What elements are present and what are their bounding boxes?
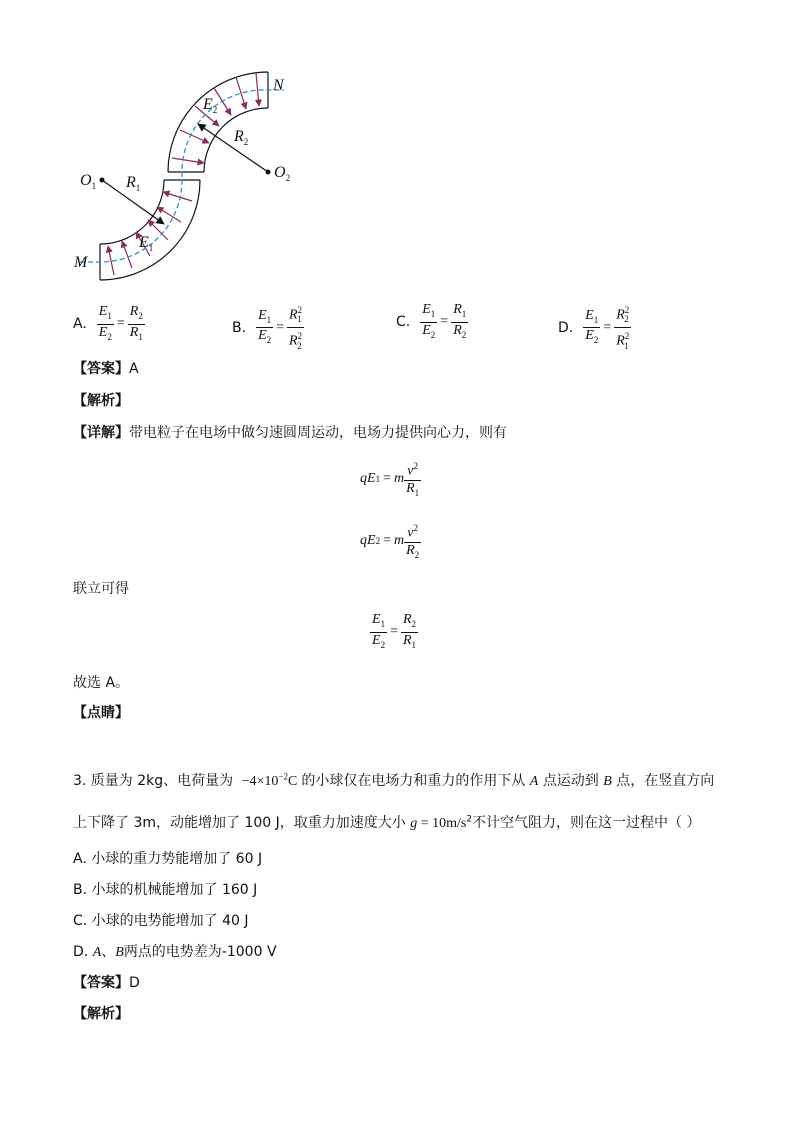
label-e2: $E_2$ — [203, 96, 218, 116]
q3-stem-line1: 3. 质量为 2kg、电荷量为 $-4\times 10^{-2}C$ 的小球仅在电场力和重力的作用下从 A 点运动到 B 点，在竖直方向 — [73, 771, 715, 789]
option-c: C. $\frac{E_1}{E_2}$ = $\frac{R_1}{R_2}$ — [396, 302, 467, 340]
option-b: B. $\frac{E_1}{E_2}$ = $\frac{R^2_1}{R^2_2}$ — [232, 302, 304, 354]
q3-answer: 【答案】D — [73, 975, 140, 991]
center-o2-dot — [266, 170, 271, 175]
q2-detail: 【详解】带电粒子在电场中做匀速圆周运动，电场力提供向心力，则有 — [73, 425, 507, 441]
label-r1: $R_1$ — [126, 174, 141, 194]
option-a: A. $\frac{E_1}{E_2}$ = $\frac{R_2}{R_1}$ — [73, 304, 143, 342]
q2-analysis-tag: 【解析】 — [73, 393, 129, 409]
label-o1: $O_1$ — [80, 172, 97, 192]
q3-analysis-tag: 【解析】 — [73, 1006, 129, 1022]
label-m: M — [74, 254, 88, 271]
q2-combine: 联立可得 — [73, 581, 129, 597]
q3-option-b: B. 小球的机械能增加了 160 J — [73, 882, 258, 898]
lower-arc-region — [100, 180, 200, 280]
q2-choose: 故选 A。 — [73, 675, 130, 691]
label-o2: $O_2$ — [274, 164, 291, 184]
particle-trajectory — [80, 90, 284, 262]
label-e1: $E_1$ — [139, 234, 154, 254]
option-d: D. $\frac{E_1}{E_2}$ = $\frac{R^2_2}{R^2_1}$ — [558, 302, 631, 354]
q2-equation-1: qE 1 = m $\frac{v^2}{R_1}$ — [360, 458, 421, 500]
q2-equation-2: qE 2 = m $\frac{v^2}{R_2}$ — [360, 520, 421, 562]
q3-option-a: A. 小球的重力势能增加了 60 J — [73, 851, 263, 867]
q2-answer: 【答案】A — [73, 361, 139, 377]
label-n: N — [273, 77, 284, 94]
q3-stem-line2: 上下降了 3m，动能增加了 100 J，取重力加速度大小 $g = 10m/s^2$不计空气阻力，则在这一过程中（ ） — [73, 814, 701, 831]
q2-result-equation: $\frac{E_1}{E_2}$ = $\frac{R_2}{R_1}$ — [372, 612, 417, 650]
label-r2: $R_2$ — [234, 128, 249, 148]
q3-option-d: D. A、B两点的电势差为-1000 V — [73, 944, 277, 960]
q2-comment-tag: 【点睛】 — [73, 705, 129, 721]
q3-option-c: C. 小球的电势能增加了 40 J — [73, 913, 249, 929]
center-o1-dot — [100, 178, 105, 183]
